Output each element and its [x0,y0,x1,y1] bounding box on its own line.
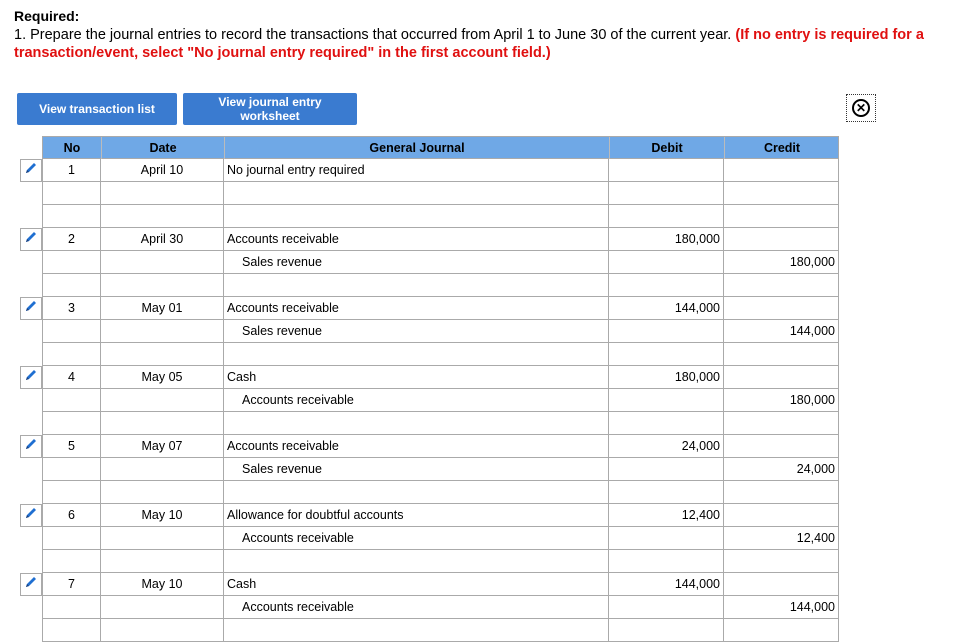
entry-date-blank [101,596,224,619]
debit-cell[interactable] [609,182,724,205]
entry-date-blank [101,458,224,481]
view-transaction-list-button[interactable]: View transaction list [17,93,177,125]
debit-cell[interactable] [609,343,724,366]
entry-date-blank [101,619,224,642]
account-cell[interactable] [224,481,609,504]
debit-cell[interactable]: 24,000 [609,435,724,458]
entry-date-blank [101,274,224,297]
debit-cell[interactable] [609,389,724,412]
entry-date-blank [101,481,224,504]
edit-entry-button[interactable] [20,297,42,320]
account-cell[interactable]: Cash [224,366,609,389]
entry-date-blank [101,320,224,343]
edit-entry-button[interactable] [20,504,42,527]
required-title: Required: [14,8,80,24]
entry-date-blank [101,527,224,550]
instruction-text [14,26,959,62]
account-cell[interactable]: Accounts receivable [224,228,609,251]
entry-date: May 10 [101,504,224,527]
account-cell[interactable]: Accounts receivable [224,435,609,458]
entry-number-blank [42,205,101,228]
debit-cell[interactable]: 12,400 [609,504,724,527]
debit-cell[interactable] [609,527,724,550]
credit-cell[interactable]: 180,000 [724,251,839,274]
credit-cell[interactable] [724,274,839,297]
credit-cell[interactable] [724,182,839,205]
account-cell[interactable]: Accounts receivable [224,527,609,550]
instruction-note: (If no entry is required for a transaction/event, select "No journal entry required" in the first account field.) [14,27,924,61]
account-cell[interactable]: Accounts receivable [224,389,609,412]
entry-date: May 05 [101,366,224,389]
credit-cell[interactable] [724,343,839,366]
entry-number-blank [42,343,101,366]
entry-number-blank [42,182,101,205]
entry-date-blank [101,182,224,205]
credit-cell[interactable]: 12,400 [724,527,839,550]
edit-entry-button[interactable] [20,159,42,182]
edit-entry-button[interactable] [20,228,42,251]
debit-cell[interactable]: 144,000 [609,573,724,596]
pencil-icon [24,230,38,249]
credit-cell[interactable] [724,159,839,182]
entry-number-blank [42,619,101,642]
credit-cell[interactable] [724,504,839,527]
credit-cell[interactable] [724,297,839,320]
credit-cell[interactable] [724,366,839,389]
entry-number: 4 [42,366,101,389]
debit-cell[interactable]: 144,000 [609,297,724,320]
credit-cell[interactable]: 24,000 [724,458,839,481]
debit-cell[interactable] [609,412,724,435]
table-header [42,136,839,159]
debit-cell[interactable] [609,274,724,297]
account-cell[interactable] [224,412,609,435]
entry-date: April 10 [101,159,224,182]
account-cell[interactable] [224,619,609,642]
header-debit: Debit [610,137,725,159]
account-cell[interactable]: Sales revenue [224,458,609,481]
debit-cell[interactable] [609,159,724,182]
entry-number: 6 [42,504,101,527]
entry-date-blank [101,251,224,274]
entry-date-blank [101,343,224,366]
debit-cell[interactable] [609,550,724,573]
header-no: No [43,137,102,159]
account-cell[interactable] [224,274,609,297]
credit-cell[interactable] [724,550,839,573]
entry-number: 3 [42,297,101,320]
debit-cell[interactable] [609,205,724,228]
pencil-icon [24,437,38,456]
entry-date: April 30 [101,228,224,251]
debit-cell[interactable]: 180,000 [609,366,724,389]
entry-date-blank [101,550,224,573]
credit-cell[interactable] [724,228,839,251]
credit-cell[interactable] [724,619,839,642]
account-cell[interactable]: Allowance for doubtful accounts [224,504,609,527]
entry-number-blank [42,274,101,297]
pencil-icon [24,368,38,387]
entry-number-blank [42,458,101,481]
account-cell[interactable]: No journal entry required [224,159,609,182]
header-credit: Credit [763,141,801,155]
edit-entry-button[interactable] [20,435,42,458]
account-cell[interactable] [224,343,609,366]
entry-number-blank [42,481,101,504]
credit-cell[interactable]: 180,000 [724,389,839,412]
pencil-icon [24,575,38,594]
entry-date: May 01 [101,297,224,320]
header-date: Date [102,137,225,159]
entry-date-blank [101,412,224,435]
credit-cell[interactable] [724,573,839,596]
header-account: General Journal [225,137,610,159]
account-cell[interactable] [224,182,609,205]
entry-date-blank [101,205,224,228]
entry-number-blank [42,251,101,274]
pencil-icon [24,299,38,318]
view-journal-worksheet-button[interactable]: View journal entry worksheet [183,93,357,125]
close-icon: ✕ [852,99,870,117]
debit-cell[interactable] [609,481,724,504]
pencil-icon [24,161,38,180]
account-cell[interactable]: Accounts receivable [224,297,609,320]
account-cell[interactable] [224,550,609,573]
account-cell[interactable]: Sales revenue [224,251,609,274]
credit-cell[interactable]: 144,000 [724,596,839,619]
edit-entry-button[interactable] [20,573,42,596]
instruction-main: 1. Prepare the journal entries to record the transactions that occurred from April 1 to June 30 of the current year. [14,27,732,43]
credit-cell[interactable] [724,412,839,435]
debit-cell[interactable] [609,596,724,619]
edit-entry-button[interactable] [20,366,42,389]
account-cell[interactable]: Sales revenue [224,320,609,343]
close-button[interactable] [846,94,876,122]
entry-number-blank [42,596,101,619]
entry-number-blank [42,320,101,343]
credit-cell[interactable] [724,481,839,504]
credit-cell[interactable] [724,205,839,228]
entry-date: May 07 [101,435,224,458]
debit-cell[interactable] [609,619,724,642]
account-cell[interactable] [224,205,609,228]
debit-cell[interactable] [609,320,724,343]
credit-cell[interactable] [724,435,839,458]
entry-date: May 10 [101,573,224,596]
debit-cell[interactable] [609,458,724,481]
account-cell[interactable]: Accounts receivable [224,596,609,619]
entry-number: 2 [42,228,101,251]
entry-number-blank [42,550,101,573]
entry-date-blank [101,389,224,412]
entry-number-blank [42,527,101,550]
debit-cell[interactable]: 180,000 [609,228,724,251]
entry-number-blank [42,389,101,412]
entry-number: 7 [42,573,101,596]
account-cell[interactable]: Cash [224,573,609,596]
entry-number: 5 [42,435,101,458]
debit-cell[interactable] [609,251,724,274]
credit-cell[interactable]: 144,000 [724,320,839,343]
entry-number: 1 [42,159,101,182]
entry-number-blank [42,412,101,435]
pencil-icon [24,506,38,525]
